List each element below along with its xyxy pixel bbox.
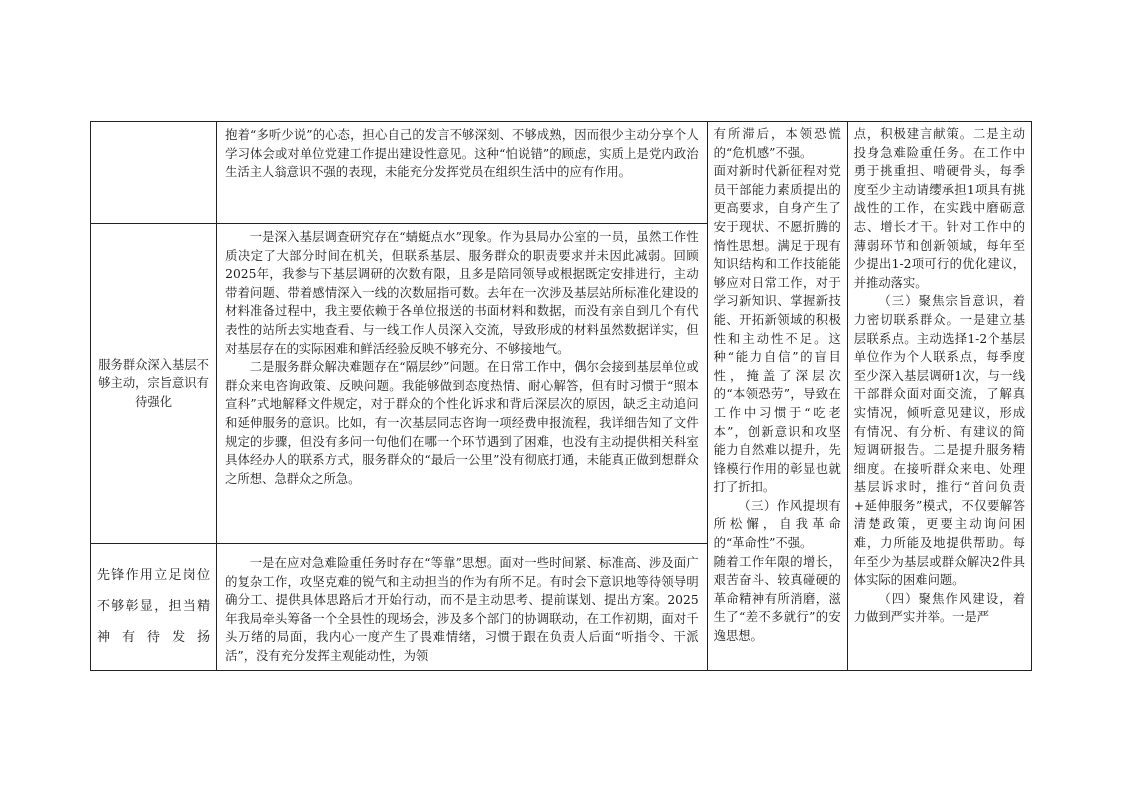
paragraph: 抱着“多听少说”的心态，担心自己的发言不够深刻、不够成熟，因而很少主动分享个人学习体会或对单位党建工作提出建设性意见。这种“怕说错”的顾虑，实质上是党内政治生活主人翁意识不强的表现，未能充分发挥党员在组织生活中的应有作用。 [225,128,699,180]
category-cell-service: 服务群众深入基层不够主动，宗旨意识有待强化 [91,224,217,544]
paragraph: 面对新时代新征程对党员干部能力素质提出的更高要求，自身产生了安于现状、不愿折腾的惰性思想。满足于现有知识结构和工作技能能够应对日常工作，对于学习新知识、掌握新技能、开拓新领域的积极性和主动性不足。这种“能力自信”的盲目性，掩盖了深层次的“本领恐劳”，导致在工作中习惯于“吃老本”，创新意识和攻坚能力自然难以提升，先锋模行作用的彰显也就打了折扣。 [713,164,841,495]
rectification-measures-column [847,122,1031,671]
paragraph: 随着工作年限的增长，艰苦奋斗、较真碰硬的革命精神有所消磨，滋生了“差不多就行”的安逸思想。 [713,554,841,644]
cause-analysis-column [707,122,847,671]
paragraph: （三）聚焦宗旨意识，着力密切联系群众。一是建立基层联系点。主动选择1-2个基层单位作为个人联系点，每季度至少深入基层调研1次，与一线干部群众面对面交流，了解真实情况，倾听意见建议，形成有情况、有分析、有建议的简短调研报告。二是提升服务精细度。在接听群众来电、处理基层诉求时，推行“首问负责+延伸服务”模式，不仅要解答清楚政策，更要主动询问困难，力所能及地提供帮助。每年至少为基层或群众解决2件具体实际的困难问题。 [853,294,1025,588]
category-cell-empty [91,122,217,224]
content-table [90,121,1032,671]
problem-description-cell [217,122,708,224]
paragraph: 有所滞后，本领恐慌的“危机感”不强。 [713,127,841,160]
problem-description-cell [217,544,708,671]
paragraph: 二是服务群众解决难题存在“隔层纱”问题。在日常工作中，偶尔会接到基层单位或群众来电咨询政策、反映问题。我能够做到态度热情、耐心解答，但有时习惯于“照本宣科”式地解释文件规定，对于群众的个性化诉求和背后深层次的原因，缺乏主动追问和延伸服务的意识。比如，有一次基层同志咨询一项经费申报流程，我详细告知了文件规定的步骤，但没有多问一句他们在哪一个环节遇到了困难，也没有主动提供相关科室具体经办人的联系方式，服务群众的“最后一公里”没有彻底打通，未能真正做到想群众之所想、急群众之所急。 [225,360,699,486]
paragraph: 一是深入基层调查研究存在“蜻蜓点水”现象。作为县局办公室的一员，虽然工作性质决定了大部分时间在机关，但联系基层、服务群众的职责要求并未因此减弱。回顾2025年，我参与下基层调研的次数有限，且多是陪同领导或根据既定安排进行，主动带着问题、带着感情深入一线的次数屈指可数。去年在一次涉及基层站所标准化建设的材料准备过程中，我主要依赖于各单位报送的书面材料和数据，而没有亲自到几个有代表性的站所去实地查看、与一线工作人员深入交流，导致形成的材料虽然数据详实，但对基层存在的实际困难和鲜活经验反映不够充分、不够接地气。 [225,230,699,356]
table-row [91,122,1032,224]
problem-description-cell [217,224,708,544]
paragraph: 一是在应对急难险重任务时存在“等靠”思想。面对一些时间紧、标准高、涉及面广的复杂工作，攻坚克难的锐气和主动担当的作为有所不足。有时会下意识地等待领导明确分工、提供具体思路后才开始行动，而不是主动思考、提前谋划、提出方案。2025年我局牵头筹备一个全县性的现场会，涉及多个部门的协调联动，在工作初期，面对千头万绪的局面，我内心一度产生了畏难情绪，习惯于跟在负责人后面“听指令、干派活”，没有充分发挥主观能动性，为领 [225,556,699,663]
paragraph: （三）作风提坝有所松懈，自我革命的“革命性”不强。 [713,498,841,551]
paragraph: （四）聚焦作风建设，着力做到严实并举。一是严 [853,591,1025,625]
paragraph: 点，积极建言献策。二是主动投身急难险重任务。在工作中勇于挑重担、啃硬骨头，每季度至少主动请缨承担1项具有挑战性的工作，在实践中磨砺意志、增长才干。针对工作中的薄弱环节和创新领域，每年至少提出1-2项可行的优化建议，并推动落实。 [853,127,1025,290]
category-cell-vanguard: 先锋作用立足岗位不够彰显，担当精神有待发扬 [91,544,217,671]
